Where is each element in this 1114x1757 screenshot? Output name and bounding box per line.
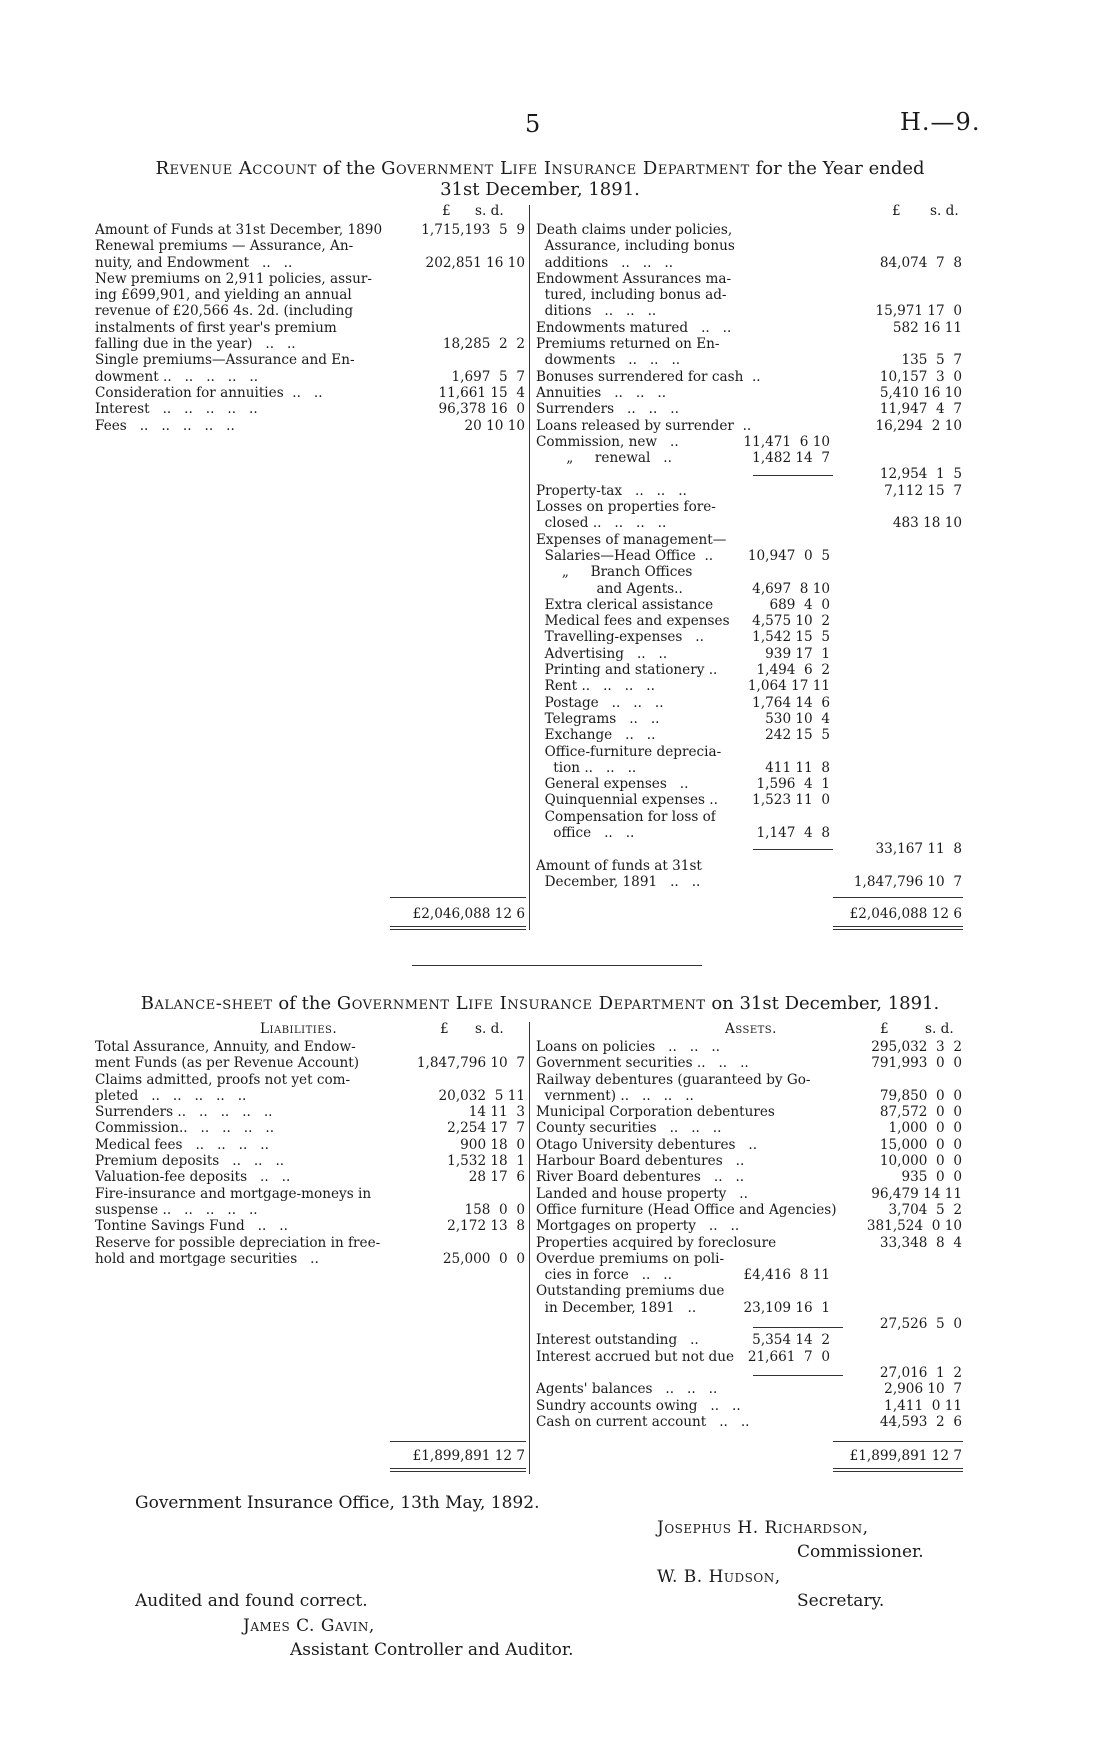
- ledger-row: [536, 711, 962, 727]
- row-label: „ Branch Offices: [536, 564, 693, 581]
- row-label: Telegrams .. ..: [536, 710, 660, 727]
- row-label: Premiums returned on En-: [536, 336, 720, 353]
- rule: [390, 897, 526, 898]
- ledger-row: [536, 466, 962, 482]
- liabilities-list: [95, 1039, 525, 1267]
- row-label: Harbour Board debentures ..: [536, 1153, 745, 1170]
- row-label: Interest accrued but not due: [536, 1348, 735, 1365]
- ledger-row: [536, 695, 962, 711]
- row-label: Bonuses surrendered for cash ..: [536, 368, 761, 385]
- row-label: County securities .. .. ..: [536, 1120, 722, 1137]
- ledger-row: [536, 1332, 962, 1348]
- ledger-row: [95, 222, 525, 238]
- ledger-row: [536, 401, 962, 417]
- row-label: Interest outstanding ..: [536, 1332, 699, 1349]
- row-amount: 96,479 14 11: [871, 1185, 962, 1202]
- row-label: closed .. .. .. ..: [536, 515, 667, 532]
- row-amount: 1,847,796 10 7: [853, 873, 962, 890]
- row-subamount: 1,596 4 1: [756, 776, 830, 793]
- row-label: Fire-insurance and mortgage-moneys in: [95, 1185, 372, 1202]
- row-label: ditions .. .. ..: [536, 303, 657, 320]
- row-label: Overdue premiums on poli-: [536, 1250, 725, 1267]
- row-label: ment Funds (as per Revenue Account): [95, 1055, 360, 1072]
- row-label: Assurance, including bonus: [536, 238, 735, 255]
- row-amount: 2,906 10 7: [884, 1381, 962, 1398]
- ledger-row: [536, 303, 962, 319]
- row-label: Endowment Assurances ma-: [536, 270, 732, 287]
- row-label: Railway debentures (guaranteed by Go-: [536, 1071, 811, 1088]
- row-amount: 18,285 2 2: [442, 336, 525, 353]
- balance-right-total: £1,899,891 12 7: [849, 1448, 962, 1464]
- row-label: Office furniture (Head Office and Agencies): [536, 1201, 837, 1218]
- ledger-row: [95, 320, 525, 336]
- ledger-row: [536, 1316, 962, 1332]
- balance-column-divider: [529, 1022, 530, 1474]
- row-label: and Agents..: [536, 580, 683, 597]
- ledger-row: [95, 287, 525, 303]
- auditor-name: James C. Gavin,: [243, 1616, 375, 1636]
- double-rule: [833, 1468, 963, 1472]
- row-label: Tontine Savings Fund .. ..: [95, 1218, 288, 1235]
- revenue-left-total: £2,046,088 12 6: [412, 906, 525, 922]
- row-amount: 28 17 6: [468, 1169, 525, 1186]
- row-label: Outstanding premiums due: [536, 1283, 725, 1300]
- row-subamount: 1,764 14 6: [752, 694, 830, 711]
- revenue-expenditure-list: [536, 222, 962, 890]
- row-amount: 15,971 17 0: [875, 303, 962, 320]
- row-label: vernment) .. .. .. ..: [536, 1087, 694, 1104]
- ledger-row: [536, 1283, 962, 1299]
- ledger-row: [536, 1398, 962, 1414]
- row-label: New premiums on 2,911 policies, assur-: [95, 270, 372, 287]
- row-amount: 12,954 1 5: [879, 466, 962, 483]
- ledger-row: [95, 271, 525, 287]
- ledger-row: [536, 385, 962, 401]
- row-label: Travelling-expenses ..: [536, 629, 704, 646]
- row-label: Annuities .. .. ..: [536, 384, 667, 401]
- ledger-row: [536, 1349, 962, 1365]
- row-label: falling due in the year) .. ..: [95, 336, 296, 353]
- ledger-row: [536, 678, 962, 694]
- row-label: Endowments matured .. ..: [536, 319, 732, 336]
- ledger-row: [95, 1235, 525, 1251]
- ledger-row: [536, 1202, 962, 1218]
- row-subamount: 4,575 10 2: [752, 613, 830, 630]
- ledger-row: [536, 1169, 962, 1185]
- ledger-row: [536, 1039, 962, 1055]
- ledger-row: [95, 1251, 525, 1267]
- row-amount: 582 16 11: [892, 319, 962, 336]
- ledger-row: [95, 1072, 525, 1088]
- row-amount: 20 10 10: [464, 417, 525, 434]
- row-label: December, 1891 .. ..: [536, 873, 701, 890]
- row-label: Government securities .. .. ..: [536, 1055, 749, 1072]
- ledger-row: [536, 238, 962, 254]
- ledger-row: [536, 662, 962, 678]
- ledger-row: [536, 1153, 962, 1169]
- ledger-row: [536, 825, 962, 841]
- ledger-row: [536, 760, 962, 776]
- ledger-row: [536, 809, 962, 825]
- ledger-row: [95, 1169, 525, 1185]
- rule: [390, 1441, 526, 1442]
- ledger-row: [536, 792, 962, 808]
- rule: [833, 1441, 963, 1442]
- row-amount: 15,000 0 0: [879, 1136, 962, 1153]
- double-rule: [833, 926, 963, 930]
- row-label: Losses on properties fore-: [536, 499, 716, 516]
- ledger-row: [95, 1202, 525, 1218]
- ledger-row: [536, 858, 962, 874]
- ledger-row: [95, 1186, 525, 1202]
- ledger-row: [536, 1218, 962, 1234]
- row-label: tion .. .. ..: [536, 759, 637, 776]
- assets-list: [536, 1039, 962, 1430]
- row-label: Consideration for annuities .. ..: [95, 384, 323, 401]
- ledger-row: [536, 646, 962, 662]
- ledger-row: [95, 385, 525, 401]
- row-label: in December, 1891 ..: [536, 1299, 697, 1316]
- row-amount: 935 0 0: [901, 1169, 962, 1186]
- row-label: Renewal premiums — Assurance, An-: [95, 238, 354, 255]
- balance-left-total: £1,899,891 12 7: [412, 1448, 525, 1464]
- row-subamount: 1,523 11 0: [752, 792, 830, 809]
- page-number: 5: [525, 110, 541, 138]
- row-label: tured, including bonus ad-: [536, 287, 727, 304]
- row-label: cies in force .. ..: [536, 1267, 672, 1284]
- row-subamount: 11,471 6 10: [743, 433, 830, 450]
- revenue-left-sd-head: s. d.: [475, 203, 504, 219]
- row-label: dowments .. .. ..: [536, 352, 681, 369]
- row-label: suspense .. .. .. .. ..: [95, 1201, 258, 1218]
- ledger-row: [536, 450, 962, 466]
- ledger-row: [536, 1104, 962, 1120]
- row-subamount: 530 10 4: [765, 710, 830, 727]
- ledger-row: [536, 1072, 962, 1088]
- ledger-row: [95, 1137, 525, 1153]
- ledger-row: [95, 336, 525, 352]
- rule: [753, 1327, 843, 1328]
- row-label: Postage .. .. ..: [536, 694, 664, 711]
- row-amount: 2,172 13 8: [447, 1218, 525, 1235]
- commissioner-name: Josephus H. Richardson,: [657, 1518, 869, 1538]
- row-label: Otago University debentures ..: [536, 1136, 758, 1153]
- row-label: Commission.. .. .. .. ..: [95, 1120, 275, 1137]
- audit-line: Audited and found correct.: [135, 1591, 368, 1611]
- row-label: Landed and house property ..: [536, 1185, 748, 1202]
- row-label: Reserve for possible depreciation in free-: [95, 1234, 381, 1251]
- row-subamount: 1,147 4 8: [756, 824, 830, 841]
- balance-left-sd-head: s. d.: [475, 1021, 504, 1037]
- revenue-right-total: £2,046,088 12 6: [849, 906, 962, 922]
- row-amount: 11,947 4 7: [879, 401, 962, 418]
- row-amount: 27,016 1 2: [879, 1364, 962, 1381]
- row-amount: 79,850 0 0: [879, 1087, 962, 1104]
- ledger-row: [95, 303, 525, 319]
- row-label: office .. ..: [536, 824, 635, 841]
- ledger-row: [536, 629, 962, 645]
- rule: [753, 1375, 843, 1376]
- row-label: Loans released by surrender ..: [536, 417, 752, 434]
- ledger-row: [536, 613, 962, 629]
- row-subamount: £4,416 8 11: [743, 1267, 830, 1284]
- row-subamount: 4,697 8 10: [752, 580, 830, 597]
- revenue-right-sd-head: s. d.: [930, 203, 959, 219]
- secretary-name: W. B. Hudson,: [657, 1567, 781, 1587]
- row-label: Surrenders .. .. .. .. ..: [95, 1104, 273, 1121]
- ledger-row: [536, 483, 962, 499]
- row-amount: 202,851 16 10: [425, 254, 525, 271]
- ledger-row: [536, 874, 962, 890]
- row-amount: 7,112 15 7: [884, 482, 962, 499]
- row-label: „ renewal ..: [536, 450, 672, 467]
- row-label: ing £699,901, and yielding an annual: [95, 287, 352, 304]
- row-label: Total Assurance, Annuity, and Endow-: [95, 1039, 356, 1055]
- ledger-row: [536, 499, 962, 515]
- row-label: River Board debentures .. ..: [536, 1169, 745, 1186]
- ledger-row: [536, 352, 962, 368]
- revenue-title: Revenue Account of the Government Life Insurance Department for the Year ended 31st December, 1891.: [155, 158, 925, 200]
- row-label: Printing and stationery ..: [536, 662, 718, 679]
- row-label: additions .. .. ..: [536, 254, 674, 271]
- row-amount: 10,157 3 0: [879, 368, 962, 385]
- row-amount: 483 18 10: [892, 515, 962, 532]
- row-label: Property-tax .. .. ..: [536, 482, 687, 499]
- ledger-row: [95, 1153, 525, 1169]
- row-amount: 791,993 0 0: [871, 1055, 962, 1072]
- commissioner-title: Commissioner.: [797, 1542, 924, 1562]
- row-amount: 3,704 5 2: [888, 1201, 962, 1218]
- row-label: instalments of first year's premium: [95, 319, 337, 336]
- ledger-row: [536, 1055, 962, 1071]
- row-amount: 295,032 3 2: [871, 1039, 962, 1055]
- ledger-row: [536, 320, 962, 336]
- balance-left-pound-head: £: [440, 1021, 449, 1037]
- ledger-row: [95, 1039, 525, 1055]
- ledger-row: [536, 1414, 962, 1430]
- ledger-row: [95, 255, 525, 271]
- assets-heading: Assets.: [725, 1021, 777, 1037]
- row-label: General expenses ..: [536, 776, 689, 793]
- row-amount: 1,532 18 1: [447, 1153, 525, 1170]
- row-label: Fees .. .. .. .. ..: [95, 417, 235, 434]
- ledger-row: [95, 1104, 525, 1120]
- row-label: Municipal Corporation debentures: [536, 1104, 775, 1121]
- ledger-row: [536, 1088, 962, 1104]
- row-subamount: 10,947 0 5: [747, 547, 830, 564]
- row-label: revenue of £20,566 4s. 2d. (including: [95, 303, 354, 320]
- row-label: Surrenders .. .. ..: [536, 401, 679, 418]
- ledger-row: [536, 841, 962, 857]
- ledger-row: [536, 418, 962, 434]
- row-amount: 381,524 0 10: [866, 1218, 962, 1235]
- ledger-row: [95, 1088, 525, 1104]
- row-amount: 33,167 11 8: [875, 841, 962, 858]
- row-label: Extra clerical assistance: [536, 596, 714, 613]
- row-label: Advertising .. ..: [536, 645, 668, 662]
- row-subamount: 411 11 8: [765, 759, 830, 776]
- ledger-row: [536, 548, 962, 564]
- secretary-title: Secretary.: [797, 1591, 885, 1611]
- row-label: Medical fees and expenses: [536, 613, 730, 630]
- ledger-row: [536, 369, 962, 385]
- row-label: Claims admitted, proofs not yet com-: [95, 1071, 351, 1088]
- row-subamount: 21,661 7 0: [747, 1348, 830, 1365]
- ledger-row: [536, 532, 962, 548]
- section-separator: [412, 965, 702, 966]
- row-label: Loans on policies .. .. ..: [536, 1039, 721, 1055]
- row-subamount: 1,542 15 5: [752, 629, 830, 646]
- ledger-row: [95, 352, 525, 368]
- ledger-row: [536, 287, 962, 303]
- row-label: Death claims under policies,: [536, 222, 733, 238]
- row-amount: 2,254 17 7: [447, 1120, 525, 1137]
- row-label: Amount of funds at 31st: [536, 857, 702, 874]
- row-amount: 44,593 2 6: [879, 1413, 962, 1430]
- row-label: Commission, new ..: [536, 433, 679, 450]
- ledger-row: [95, 369, 525, 385]
- row-label: Valuation-fee deposits .. ..: [95, 1169, 291, 1186]
- row-label: Agents' balances .. .. ..: [536, 1381, 718, 1398]
- row-amount: 135 5 7: [901, 352, 962, 369]
- row-amount: 158 0 0: [464, 1201, 525, 1218]
- ledger-row: [95, 1120, 525, 1136]
- rule: [753, 475, 833, 476]
- row-label: nuity, and Endowment .. ..: [95, 254, 293, 271]
- row-amount: 1,847,796 10 7: [416, 1055, 525, 1072]
- row-amount: 10,000 0 0: [879, 1153, 962, 1170]
- row-label: Expenses of management—: [536, 531, 727, 548]
- revenue-left-pound-head: £: [442, 203, 451, 219]
- row-label: dowment .. .. .. .. ..: [95, 368, 259, 385]
- ledger-row: [536, 564, 962, 580]
- row-amount: 33,348 8 4: [879, 1234, 962, 1251]
- row-label: Single premiums—Assurance and En-: [95, 352, 355, 369]
- row-label: Amount of Funds at 31st December, 1890: [95, 222, 383, 238]
- row-amount: 87,572 0 0: [879, 1104, 962, 1121]
- row-label: Salaries—Head Office ..: [536, 547, 714, 564]
- row-label: Compensation for loss of: [536, 808, 716, 825]
- ledger-row: [536, 581, 962, 597]
- ledger-row: [536, 1300, 962, 1316]
- row-amount: 1,715,193 5 9: [421, 222, 525, 238]
- liabilities-heading: Liabilities.: [260, 1021, 338, 1037]
- ledger-row: [536, 1120, 962, 1136]
- revenue-income-list: [95, 222, 525, 434]
- row-subamount: 689 4 0: [769, 596, 830, 613]
- auditor-title: Assistant Controller and Auditor.: [290, 1640, 574, 1660]
- ledger-row: [95, 418, 525, 434]
- ledger-row: [536, 255, 962, 271]
- row-amount: 16,294 2 10: [875, 417, 962, 434]
- double-rule: [390, 1468, 526, 1472]
- row-subamount: 242 15 5: [765, 727, 830, 744]
- double-rule: [390, 926, 526, 930]
- row-amount: 900 18 0: [460, 1136, 525, 1153]
- row-subamount: 939 17 1: [765, 645, 830, 662]
- row-label: Interest .. .. .. .. ..: [95, 401, 258, 418]
- ledger-row: [536, 434, 962, 450]
- row-subamount: 1,494 6 2: [756, 662, 830, 679]
- ledger-row: [536, 744, 962, 760]
- balance-title: Balance-sheet of the Government Life Insurance Department on 31st December, 1891.: [140, 993, 940, 1014]
- row-amount: 27,526 5 0: [879, 1316, 962, 1333]
- row-amount: 1,697 5 7: [451, 368, 525, 385]
- row-label: Quinquennial expenses ..: [536, 792, 718, 809]
- row-amount: 20,032 5 11: [438, 1087, 525, 1104]
- balance-right-pound-head: £: [880, 1021, 889, 1037]
- row-amount: 5,410 16 10: [879, 384, 962, 401]
- row-amount: 25,000 0 0: [442, 1250, 525, 1267]
- row-label: hold and mortgage securities ..: [95, 1250, 319, 1267]
- revenue-column-divider: [529, 205, 530, 930]
- ledger-row: [536, 1381, 962, 1397]
- ledger-row: [536, 1251, 962, 1267]
- rule: [753, 849, 833, 850]
- ledger-row: [95, 1218, 525, 1234]
- ledger-row: [536, 1267, 962, 1283]
- ledger-row: [536, 336, 962, 352]
- row-label: Exchange .. ..: [536, 727, 656, 744]
- row-label: Cash on current account .. ..: [536, 1413, 750, 1430]
- ledger-row: [536, 727, 962, 743]
- ledger-row: [536, 776, 962, 792]
- row-label: Office-furniture deprecia-: [536, 743, 722, 760]
- row-label: Rent .. .. .. ..: [536, 678, 655, 695]
- row-label: pleted .. .. .. .. ..: [95, 1087, 247, 1104]
- row-amount: 14 11 3: [468, 1104, 525, 1121]
- ledger-row: [536, 1186, 962, 1202]
- row-subamount: 5,354 14 2: [752, 1332, 830, 1349]
- ledger-row: [536, 271, 962, 287]
- row-label: Sundry accounts owing .. ..: [536, 1397, 741, 1414]
- row-label: Mortgages on property .. ..: [536, 1218, 740, 1235]
- ledger-row: [95, 238, 525, 254]
- ledger-row: [95, 401, 525, 417]
- row-label: Medical fees .. .. .. ..: [95, 1136, 269, 1153]
- row-subamount: 23,109 16 1: [743, 1299, 830, 1316]
- row-amount: 1,411 0 11: [884, 1397, 962, 1414]
- row-amount: 11,661 15 4: [438, 384, 525, 401]
- balance-right-sd-head: s. d.: [925, 1021, 954, 1037]
- row-subamount: 1,482 14 7: [752, 450, 830, 467]
- page-reference: H.—9.: [900, 108, 981, 136]
- row-amount: 1,000 0 0: [888, 1120, 962, 1137]
- office-date-line: Government Insurance Office, 13th May, 1892.: [135, 1493, 540, 1513]
- row-amount: 96,378 16 0: [438, 401, 525, 418]
- ledger-row: [536, 222, 962, 238]
- rule: [833, 897, 963, 898]
- ledger-row: [536, 1365, 962, 1381]
- ledger-row: [536, 515, 962, 531]
- row-label: Properties acquired by foreclosure: [536, 1234, 777, 1251]
- ledger-row: [536, 1137, 962, 1153]
- ledger-row: [536, 1235, 962, 1251]
- revenue-right-pound-head: £: [892, 203, 901, 219]
- row-label: Premium deposits .. .. ..: [95, 1153, 285, 1170]
- row-subamount: 1,064 17 11: [747, 678, 830, 695]
- row-amount: 84,074 7 8: [879, 254, 962, 271]
- ledger-row: [536, 597, 962, 613]
- ledger-row: [95, 1055, 525, 1071]
